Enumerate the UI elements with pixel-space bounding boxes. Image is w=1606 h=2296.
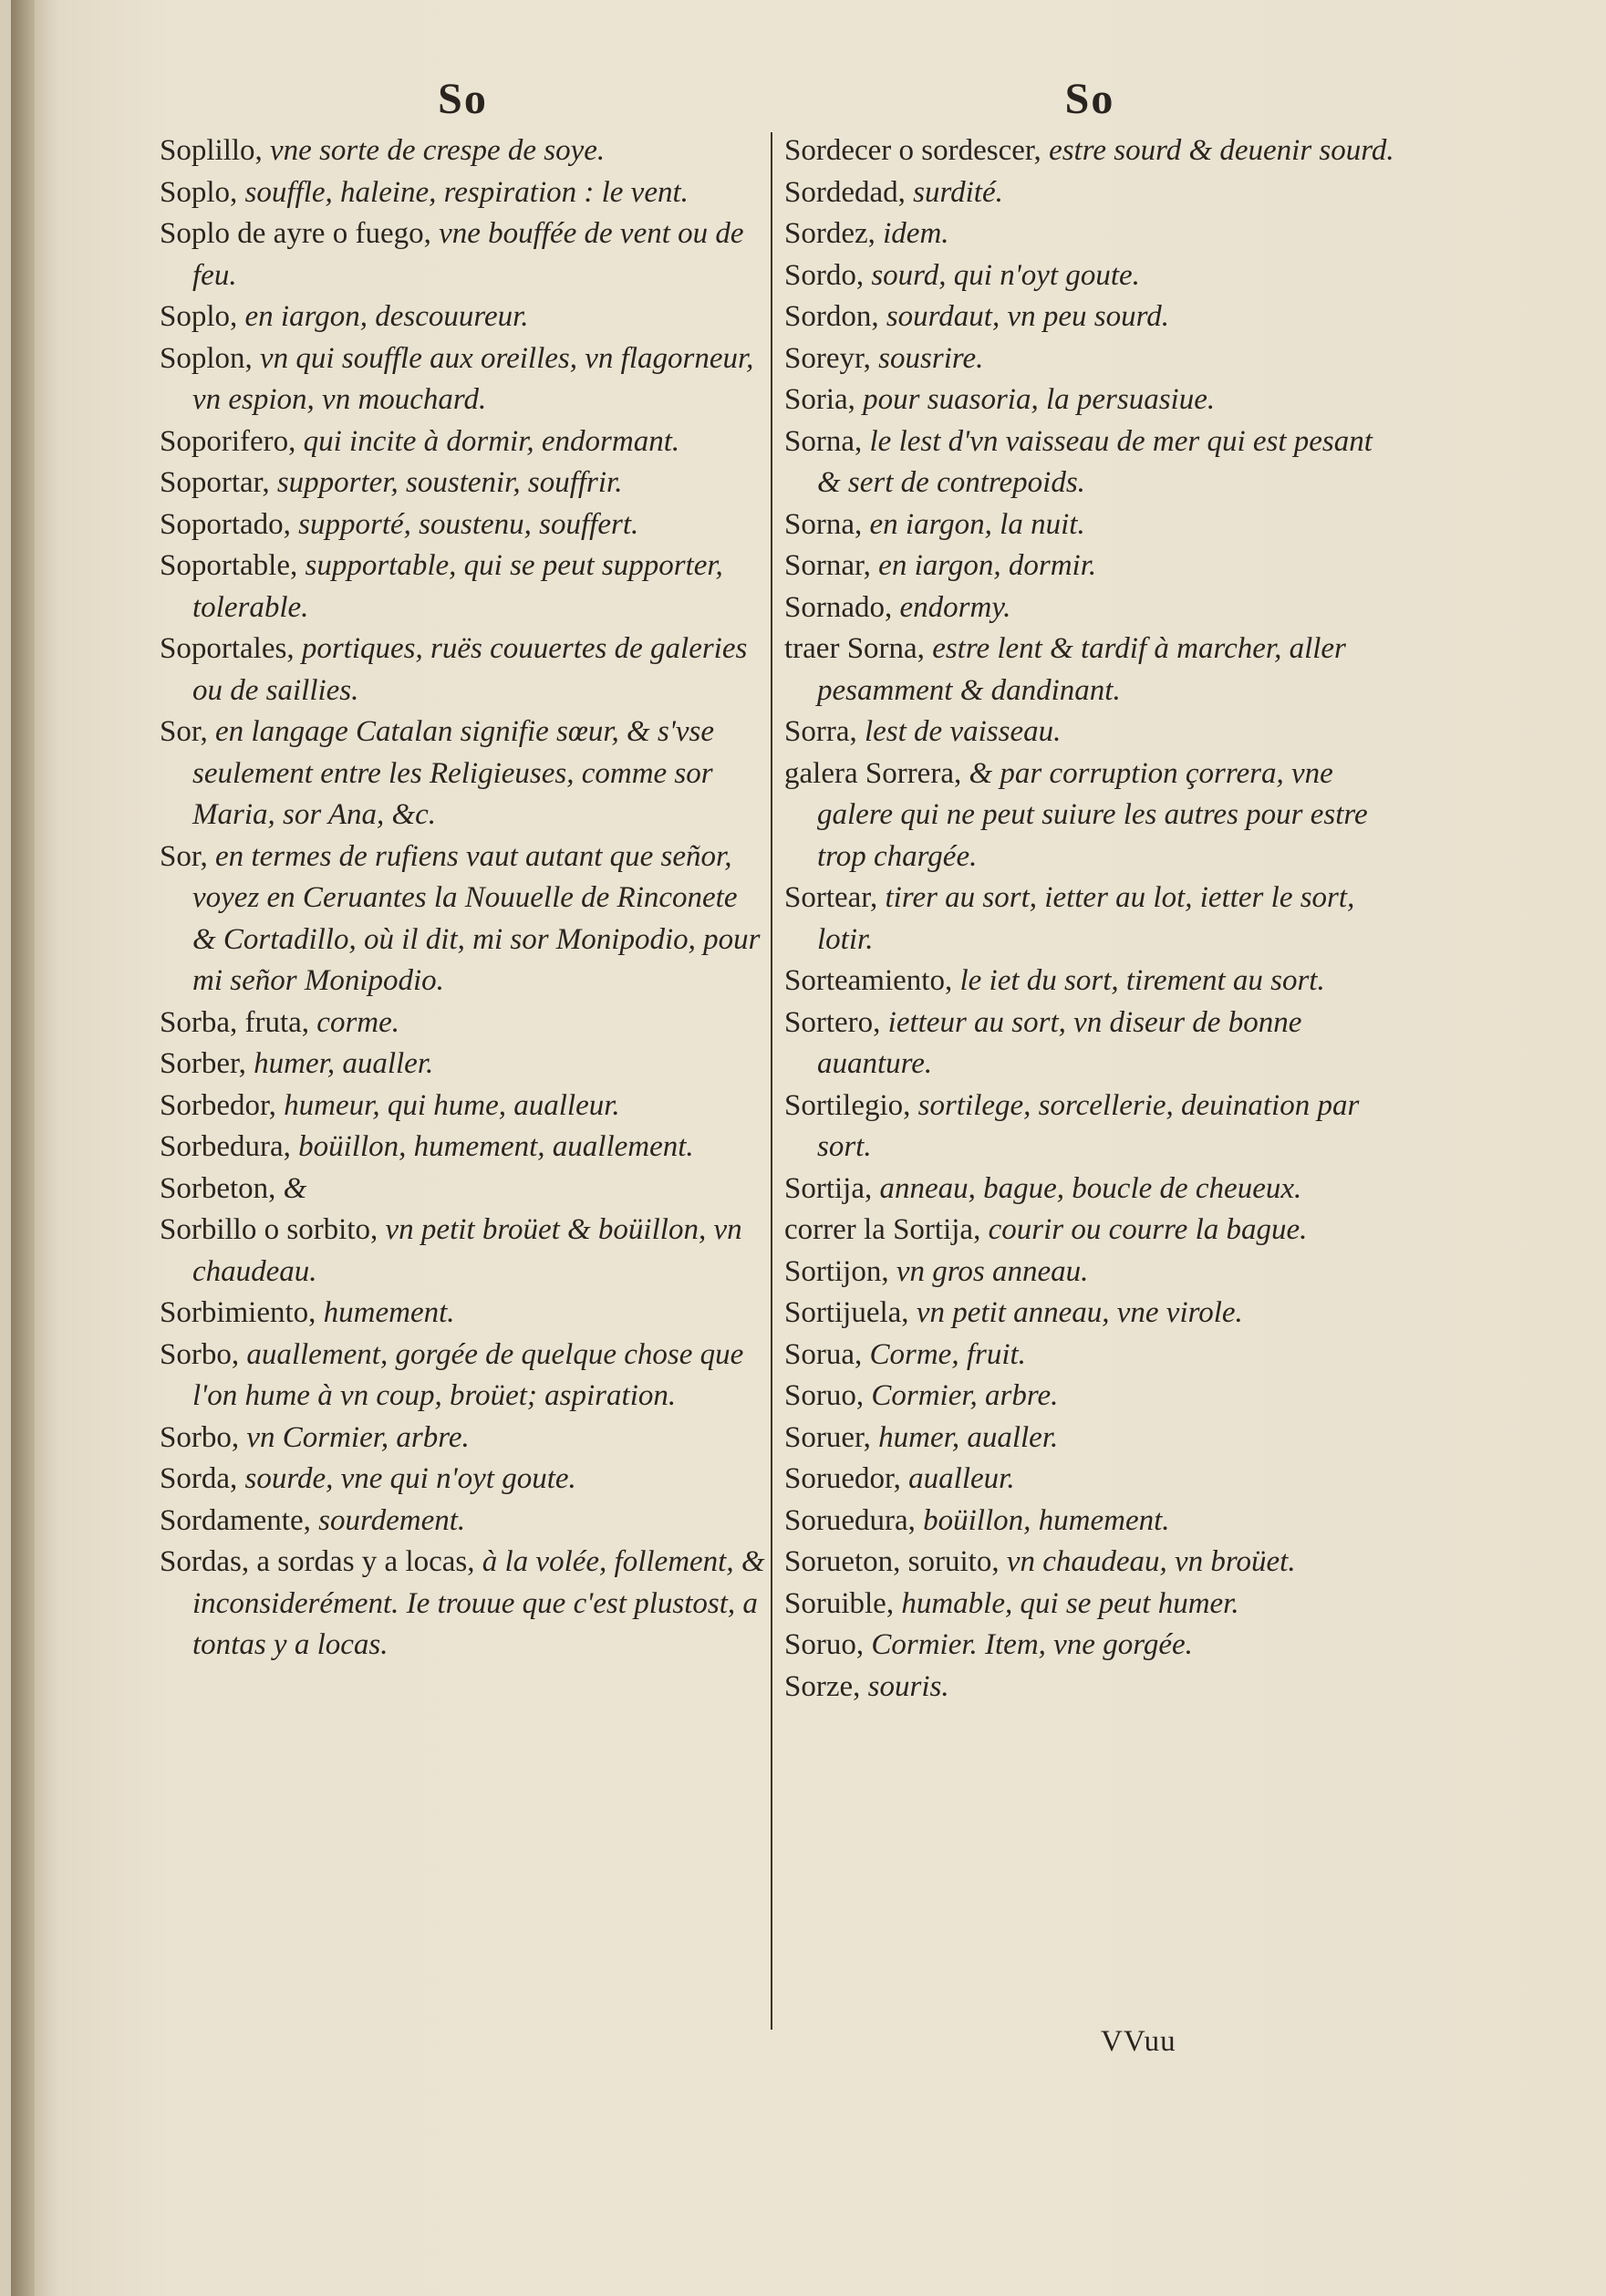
entry-gloss: vn chaudeau, vn broüet. <box>999 1545 1296 1578</box>
entry-gloss: humer, aualler. <box>245 1047 434 1080</box>
dictionary-entry <box>160 1210 766 1293</box>
column-divider <box>771 132 772 2030</box>
entry-headword: Soplillo, <box>160 134 263 167</box>
right-entries <box>784 130 1395 1708</box>
entry-headword: Soplon, <box>160 341 253 375</box>
dictionary-entry <box>784 1210 1395 1252</box>
entry-headword: Sorber, <box>160 1047 246 1080</box>
dictionary-entry <box>160 130 766 172</box>
entry-gloss: surdité. <box>905 175 1003 209</box>
dictionary-entry <box>784 961 1395 1003</box>
entry-gloss: sousrire. <box>870 341 984 375</box>
entry-gloss: vn petit broüet & boüillon, vn chaudeau. <box>192 1213 742 1288</box>
dictionary-entry <box>160 545 766 629</box>
entry-headword: Sordecer o sordescer, <box>784 134 1041 167</box>
entry-gloss: vne bouffée de vent ou de feu. <box>192 217 744 292</box>
dictionary-entry <box>784 379 1395 421</box>
dictionary-entry <box>160 836 766 1003</box>
dictionary-entry <box>784 753 1395 878</box>
dictionary-entry <box>160 1003 766 1044</box>
entry-headword: Sorze, <box>784 1669 861 1703</box>
running-head-right: So <box>1064 75 1115 123</box>
entry-gloss: qui incite à dormir, endormant. <box>295 424 680 458</box>
dictionary-entry <box>784 1169 1395 1210</box>
dictionary-entry <box>160 504 766 546</box>
entry-gloss: idem. <box>875 217 949 250</box>
entry-headword: Sorba, fruta, <box>160 1005 310 1039</box>
entry-gloss: supporter, soustenir, souffrir. <box>269 466 623 499</box>
entry-headword: Soruo, <box>784 1379 865 1412</box>
entry-headword: Sordez, <box>784 217 876 250</box>
dictionary-entry <box>160 1542 766 1667</box>
entry-gloss: lest de vaisseau. <box>856 715 1062 748</box>
entry-headword: Sortija, <box>784 1171 873 1205</box>
entry-gloss: vn gros anneau. <box>888 1254 1089 1288</box>
entry-gloss: Cormier, arbre. <box>864 1379 1059 1412</box>
entry-headword: Sornado, <box>784 590 893 624</box>
dictionary-entry <box>784 504 1395 546</box>
entry-headword: Soplo, <box>160 300 238 333</box>
entry-gloss: anneau, bague, boucle de cheueux. <box>872 1171 1302 1205</box>
dictionary-entry <box>160 1044 766 1086</box>
entry-gloss: pour suasoria, la persuasiue. <box>855 383 1216 416</box>
entry-gloss: Cormier. Item, vne gorgée. <box>864 1628 1193 1661</box>
entry-headword: Soruer, <box>784 1420 871 1454</box>
dictionary-entry <box>784 629 1395 712</box>
dictionary-entry <box>160 296 766 338</box>
entry-headword: Sorra, <box>784 715 857 748</box>
dictionary-entry <box>784 338 1395 380</box>
dictionary-entry <box>160 1293 766 1335</box>
entry-headword: Soruible, <box>784 1586 895 1620</box>
entry-headword: Sordamente, <box>160 1503 311 1537</box>
entry-gloss: le iet du sort, tirement au sort. <box>952 964 1325 997</box>
entry-headword: Sorda, <box>160 1462 238 1495</box>
entry-gloss: souffle, haleine, respiration : le vent. <box>237 175 689 209</box>
entry-gloss: tirer au sort, ietter au lot, ietter le sort, lotir. <box>817 881 1355 956</box>
entry-gloss: portiques, ruës couuertes de galeries ou de saillies. <box>192 632 748 707</box>
entry-headword: Sorbo, <box>160 1337 240 1371</box>
entry-gloss: sortilege, sorcellerie, deuination par sort. <box>817 1088 1360 1163</box>
entry-headword: Sortear, <box>784 881 878 914</box>
dictionary-entry <box>784 1252 1395 1293</box>
entry-headword: Sor, <box>160 839 208 873</box>
entry-gloss: corme. <box>309 1005 400 1039</box>
entry-gloss: en langage Catalan signifie sœur, & s'vse seulement entre les Religieuses, comme sor Maria, sor Ana, &c. <box>192 715 714 831</box>
dictionary-entry <box>784 1293 1395 1335</box>
dictionary-entry <box>784 1542 1395 1584</box>
running-head-left: So <box>438 75 488 123</box>
entry-headword: Sorbillo o sorbito, <box>160 1213 378 1246</box>
dictionary-entry <box>160 421 766 463</box>
entry-headword: Sorna, <box>784 507 863 541</box>
entry-gloss: vne sorte de crespe de soye. <box>262 134 606 167</box>
entry-headword: Sordas, a sordas y a locas, <box>160 1545 475 1578</box>
dictionary-entry <box>160 172 766 214</box>
entry-gloss: en iargon, descouureur. <box>237 300 529 333</box>
catchword: VVuu <box>1101 2025 1176 2058</box>
page-gutter-edge <box>11 0 35 2296</box>
dictionary-entry <box>784 712 1395 753</box>
entry-headword: Soplo de ayre o fuego, <box>160 217 431 250</box>
dictionary-entry <box>784 1376 1395 1418</box>
entry-headword: galera Sorrera, <box>784 756 962 790</box>
entry-gloss: boüillon, humement. <box>915 1503 1170 1537</box>
entry-gloss: ietteur au sort, vn diseur de bonne auanture. <box>817 1005 1302 1080</box>
entry-gloss: à la volée, follement, & inconsiderément. Ie trouue que c'est plustost, a tontas y a locas. <box>192 1545 765 1661</box>
entry-gloss: vn Cormier, arbre. <box>239 1420 470 1454</box>
entry-gloss: boüillon, humement, auallement. <box>290 1130 694 1163</box>
dictionary-entry <box>784 172 1395 214</box>
dictionary-entry <box>160 1127 766 1169</box>
dictionary-entry <box>784 1335 1395 1377</box>
entry-headword: Sordedad, <box>784 175 906 209</box>
entry-headword: Sortijuela, <box>784 1296 909 1329</box>
entry-gloss: supportable, qui se peut supporter, tolerable. <box>192 549 723 624</box>
dictionary-entry <box>160 629 766 712</box>
entry-headword: Soria, <box>784 383 855 416</box>
entry-headword: Soportable, <box>160 549 298 582</box>
entry-headword: Soruedor, <box>784 1462 901 1495</box>
entry-gloss: estre lent & tardif à marcher, aller pesamment & dandinant. <box>817 632 1346 707</box>
dictionary-entry <box>784 130 1395 172</box>
dictionary-entry <box>784 878 1395 961</box>
entry-headword: Sornar, <box>784 549 871 582</box>
dictionary-entry <box>784 545 1395 587</box>
entry-gloss: aualleur. <box>900 1462 1015 1495</box>
entry-headword: Sortijon, <box>784 1254 889 1288</box>
entry-headword: Soportado, <box>160 507 291 541</box>
entry-gloss: vn petit anneau, vne virole. <box>908 1296 1243 1329</box>
entry-headword: Soruedura, <box>784 1503 916 1537</box>
entry-gloss: endormy. <box>892 590 1011 624</box>
dictionary-entry <box>160 712 766 836</box>
entry-headword: Sorbeton, <box>160 1171 276 1205</box>
dictionary-entry <box>784 296 1395 338</box>
dictionary-entry <box>784 255 1395 297</box>
entry-headword: Sordon, <box>784 300 879 333</box>
entry-headword: Sortilegio, <box>784 1088 911 1122</box>
entry-headword: Soportar, <box>160 466 270 499</box>
left-column <box>160 68 766 1667</box>
entry-headword: Sorueton, soruito, <box>784 1545 1000 1578</box>
dictionary-entry <box>784 1501 1395 1543</box>
entry-headword: Sorteamiento, <box>784 964 953 997</box>
entry-gloss: sourdaut, vn peu sourd. <box>878 300 1169 333</box>
entry-gloss: & par corruption çorrera, vne galere qui ne peut suiure les autres pour estre trop chargée. <box>817 756 1368 873</box>
dictionary-entry <box>784 587 1395 629</box>
entry-headword: traer Sorna, <box>784 632 925 665</box>
entry-headword: Sorna, <box>784 424 863 458</box>
entry-gloss: le lest d'vn vaisseau de mer qui est pesant & sert de contrepoids. <box>817 424 1373 499</box>
dictionary-entry <box>160 1501 766 1543</box>
entry-gloss: souris. <box>860 1669 949 1703</box>
entry-headword: Soreyr, <box>784 341 871 375</box>
dictionary-entry <box>784 1418 1395 1460</box>
dictionary-entry <box>784 1086 1395 1169</box>
right-column <box>784 68 1395 1708</box>
dictionary-entry <box>160 1335 766 1418</box>
entry-headword: Soruo, <box>784 1628 865 1661</box>
entry-gloss: humer, aualler. <box>870 1420 1059 1454</box>
dictionary-entry <box>784 1003 1395 1086</box>
dictionary-entry <box>160 1086 766 1127</box>
entry-gloss: humeur, qui hume, aualleur. <box>275 1088 620 1122</box>
entry-headword: Soporifero, <box>160 424 296 458</box>
dictionary-entry <box>160 462 766 504</box>
dictionary-entry <box>160 1459 766 1501</box>
entry-gloss: auallement, gorgée de quelque chose que l'on hume à vn coup, broüet; aspiration. <box>192 1337 744 1412</box>
entry-gloss: humement. <box>316 1296 455 1329</box>
entry-headword: correr la Sortija, <box>784 1213 981 1246</box>
dictionary-entry <box>160 1169 766 1210</box>
entry-gloss: estre sourd & deuenir sourd. <box>1041 134 1394 167</box>
dictionary-entry <box>784 1667 1395 1709</box>
entry-gloss: Corme, fruit. <box>862 1337 1026 1371</box>
dictionary-entry <box>784 1459 1395 1501</box>
dictionary-entry <box>160 213 766 296</box>
dictionary-entry <box>784 1625 1395 1667</box>
entry-gloss: & <box>275 1171 307 1205</box>
entry-gloss: vn qui souffle aux oreilles, vn flagorneur, vn espion, vn mouchard. <box>192 341 754 416</box>
entry-headword: Sordo, <box>784 258 865 292</box>
entry-gloss: en termes de rufiens vaut autant que señor, voyez en Ceruantes la Nouuelle de Rinconete & Cortadillo, où il dit, mi sor Monipodio, pour mi señor Monipodio. <box>192 839 761 997</box>
entry-gloss: en iargon, dormir. <box>870 549 1097 582</box>
entry-headword: Sortero, <box>784 1005 881 1039</box>
entry-gloss: en iargon, la nuit. <box>862 507 1085 541</box>
entry-headword: Sorbimiento, <box>160 1296 316 1329</box>
entry-gloss: sourdement. <box>310 1503 466 1537</box>
entry-headword: Sorbedura, <box>160 1130 291 1163</box>
entry-gloss: courir ou courre la bague. <box>980 1213 1308 1246</box>
entry-gloss: sourd, qui n'oyt goute. <box>864 258 1140 292</box>
entry-gloss: supporté, soustenu, souffert. <box>290 507 639 541</box>
entry-headword: Sor, <box>160 715 208 748</box>
left-entries <box>160 130 766 1667</box>
entry-headword: Soportales, <box>160 632 295 665</box>
entry-headword: Sorbedor, <box>160 1088 276 1122</box>
book-page <box>11 0 1606 2296</box>
entry-gloss: sourde, vne qui n'oyt goute. <box>237 1462 576 1495</box>
entry-headword: Sorbo, <box>160 1420 240 1454</box>
dictionary-entry <box>784 213 1395 255</box>
entry-gloss: humable, qui se peut humer. <box>894 1586 1239 1620</box>
dictionary-entry <box>160 1418 766 1460</box>
dictionary-entry <box>784 421 1395 504</box>
dictionary-entry <box>784 1584 1395 1626</box>
dictionary-entry <box>160 338 766 421</box>
entry-headword: Sorua, <box>784 1337 863 1371</box>
entry-headword: Soplo, <box>160 175 238 209</box>
